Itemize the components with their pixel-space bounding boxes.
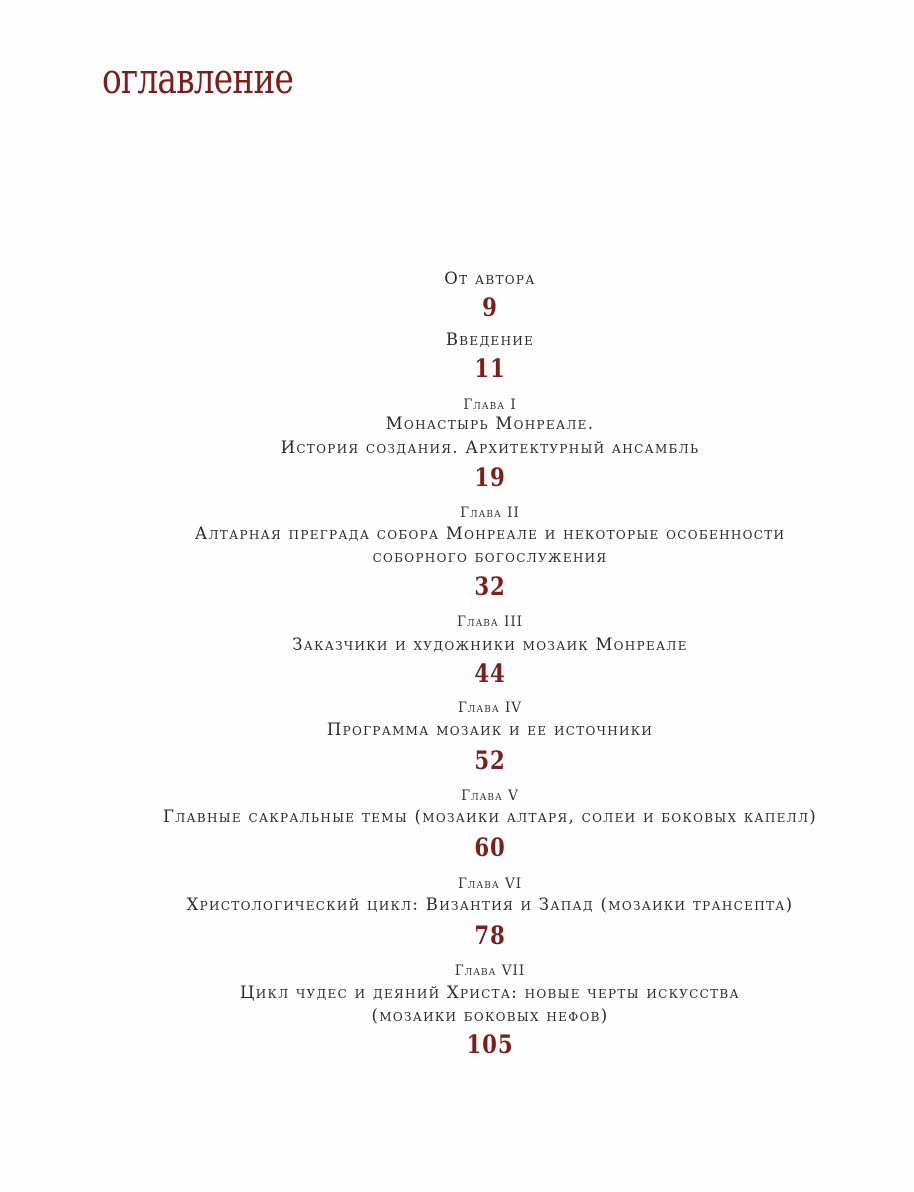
toc-page-number: 105: [466, 1030, 514, 1059]
page-title: оглавление: [102, 54, 294, 103]
toc-heading: Монастырь Монреале.: [385, 414, 595, 433]
toc-page-number: 19: [474, 463, 506, 492]
toc-page-number: 44: [474, 659, 506, 688]
toc-page-number: 78: [474, 921, 506, 950]
toc-chapter-label: Глава VII: [454, 963, 526, 979]
toc-heading: История создания. Архитектурный ансамбль: [280, 438, 700, 457]
toc-chapter-label: Глава IV: [457, 700, 523, 716]
toc-heading: соборного богослужения: [372, 547, 608, 566]
toc-heading: Заказчики и художники мозаик Монреале: [292, 635, 688, 654]
toc-page-number: 32: [474, 572, 506, 601]
toc-heading: Введение: [445, 330, 535, 349]
toc-heading: Цикл чудес и деяний Христа: новые черты искусства: [240, 983, 740, 1002]
toc-chapter-label: Глава III: [457, 614, 523, 630]
toc-chapter-label: Глава II: [460, 505, 520, 521]
toc-page-number: 9: [482, 293, 498, 322]
toc-chapter-label: Глава I: [463, 397, 517, 413]
toc-chapter-label: Глава V: [461, 788, 519, 804]
toc-heading: Главные сакральные темы (мозаики алтаря, солеи и боковых капелл): [162, 807, 818, 826]
toc-page-number: 52: [474, 746, 506, 775]
toc-page-number: 60: [474, 833, 506, 862]
toc-heading: Программа мозаик и ее источники: [326, 720, 654, 739]
toc-heading: Алтарная преграда собора Монреале и некоторые особенности: [194, 524, 786, 543]
toc-heading: Христологический цикл: Византия и Запад (мозаики трансепта): [186, 895, 794, 914]
toc-heading: (мозаики боковых нефов): [371, 1006, 609, 1025]
toc-page-number: 11: [474, 354, 506, 383]
toc-chapter-label: Глава VI: [457, 876, 523, 892]
toc-heading: От автора: [444, 269, 536, 288]
